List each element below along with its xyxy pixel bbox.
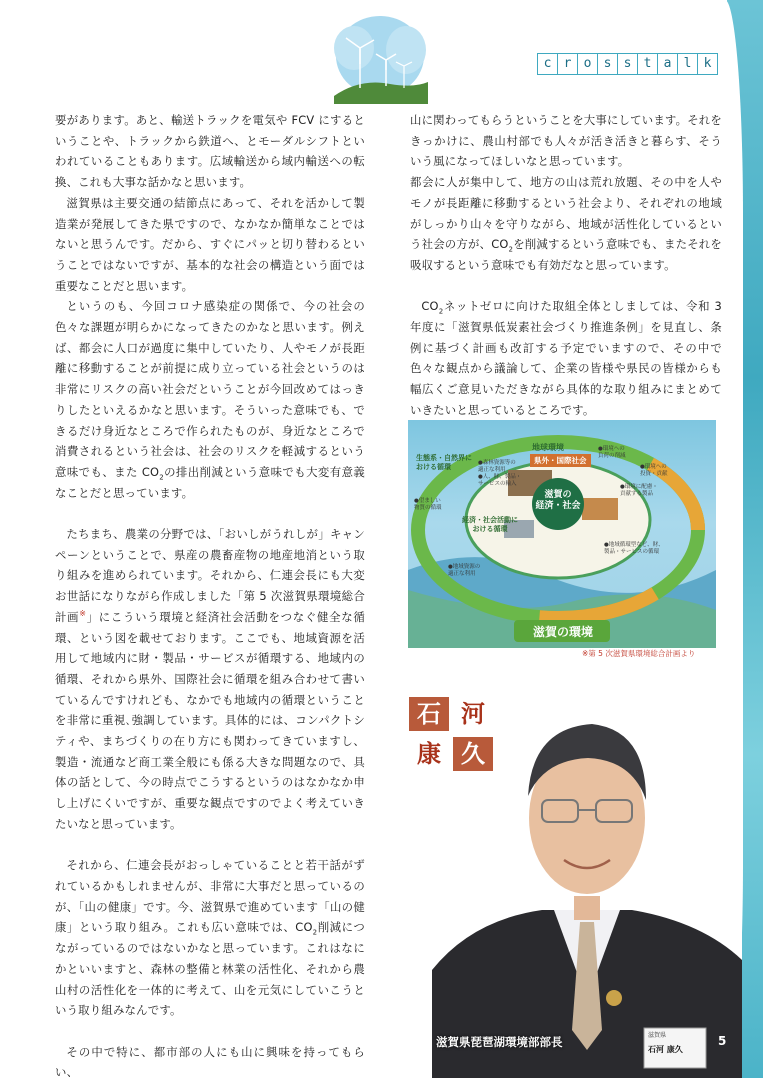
paragraph — [55, 296, 365, 503]
diagram-center-label — [533, 490, 583, 512]
paragraph — [410, 296, 722, 420]
environment-cycle-diagram — [408, 420, 716, 648]
section-letter: t — [638, 54, 658, 74]
note-line: ●環境に配慮・ — [620, 484, 658, 490]
name-char: 石 — [409, 697, 449, 731]
diagram-left-notes — [478, 460, 521, 488]
text-run: の排出削減という意味でも大変有意義なことだと思っています。 — [55, 464, 365, 500]
diagram-left-label — [416, 454, 472, 472]
note-line: ●人、財、製品・ — [478, 474, 522, 480]
diagram-left-notes-3 — [448, 564, 480, 578]
text-run: 削減につながっているのではないかなと思っています。これはなにかといいますと、森林の整備と林業の活性化、それから農山村の活性化を一体的に考えて、山を元気にしていこうという取り組みなんです。 — [55, 920, 365, 1018]
center-label-line: 滋賀の — [544, 490, 572, 500]
note-line: ●環境への — [598, 446, 625, 452]
subscript: 2 — [312, 928, 318, 937]
section-letter: k — [703, 56, 712, 71]
badge-org: 滋賀県 — [648, 1032, 667, 1039]
text-run: それから、仁連会長がおっしゃていることと若干話がずれているかもしれませんが、非常に大事だと思っているのが、「山の健康」です。今、滋賀県で進めています「山の健康」という取り組み。これも広い意味では、CO — [55, 858, 365, 935]
section-letter: o — [578, 54, 598, 74]
diagram-caption: ※第 5 次滋賀県環境総合計画より — [582, 649, 696, 658]
diagram-inner-label — [462, 516, 518, 534]
note-line: ●地域資源の — [448, 564, 481, 570]
section-letter: a — [658, 54, 678, 74]
note-line: ●環境への — [640, 464, 667, 470]
text-run: 」にこういう環境と経済社会活動をつなぐ健全な循環、という図を載せております。ここでも、地域資源を活用して地域内に財・製品・サービスが循環する、地域内の循環、それから県外、国際社会に循環を組み合わせて書いているんですけれども、なかでも地域内の循環ということを非常に重視､強調しています。具体的には、コンパクトシティや、まちづくりの在り方にも関わってきていますし、製造・流通など商工業全般にも係る大きな問題なので、具体の話として、今の時点でこうするというのはなかなか申し上げにくいですが、重要な観点ですのでよく考えていきたいなと思っています。 — [55, 609, 365, 831]
paragraph: 要があります。あと、輸送トラックを電気や FCV にするということや、トラックから鉄道へ、とモーダルシフトといわれていることもあります。広域輸送から域内輸送への転換、これも大事な話かなと思います。 — [55, 113, 365, 190]
paragraph — [410, 172, 722, 276]
paragraph: 滋賀県は主要交通の結節点にあって、それを活かして製造業が発展してきた県ですので、なかなか簡単なことではないと思うんです。だから、すぐにパッと切り替わるということではないですが、基本的な社会の構造という面では重要なことだと思います。 — [55, 195, 365, 293]
note-line: 貢献する製品 — [620, 491, 654, 497]
paragraph — [55, 855, 365, 1021]
person-title: 滋賀県琵琶湖環境部部長 — [436, 1035, 563, 1049]
note-line: 適正な利用 — [478, 467, 506, 473]
left-label-line: おける循環 — [416, 463, 451, 471]
subscript: 2 — [159, 473, 164, 482]
section-label-crosstalk — [537, 53, 718, 75]
left-text-column — [55, 110, 365, 1083]
subscript: 2 — [508, 245, 514, 254]
paragraph: 山に関わってもらうということを大事にしています。それをきっかけに、農山村部でも人々が活き活きと暮らす、そういう風になってほしいなと思っています。 — [410, 113, 722, 169]
section-letter: s — [618, 54, 638, 74]
note-line: 負荷の削減 — [598, 453, 626, 459]
text-run: 都会に人が集中して、地方の山は荒れ放題、その中を人やモノが長距離に移動するという社会より、それぞれの地域がしっかり山々を守りながら、地域が活性化しているという社会の方が、CO — [410, 175, 722, 252]
note-line: 適正な利用 — [448, 571, 476, 577]
diagram-bottom-label: 滋賀の環境 — [532, 625, 593, 639]
center-label-line: 経済・社会 — [535, 501, 581, 511]
text-run: ネットゼロに向けた取組全体としましては、令和 3 年度に「滋賀県低炭素社会づくり推進条例」を見直し、条例に基づく計画も改訂する予定でいますので、その中で色々な観点から議論して、企業の皆様や県民の皆様からも幅広くご意見いただきながら具体的な取り組みにまとめていきたいと思っているところです。 — [410, 299, 722, 417]
wind-turbine-logo — [330, 8, 430, 104]
diagram-right-notes-2 — [640, 464, 668, 478]
diagram-label-ring: 県外・国際社会 — [530, 454, 591, 467]
name-char: 康 — [409, 737, 449, 771]
diagram-label-top: 地球環境 — [532, 443, 564, 452]
paragraph: その中で特に、都市部の人にも山に興味を持ってもらい、 — [55, 1044, 365, 1080]
section-letter: s — [598, 54, 618, 74]
page-number: 5 — [718, 1034, 727, 1048]
diagram-right-notes-3 — [620, 484, 658, 498]
right-text-column — [410, 110, 722, 421]
text-run: というのも、今回コロナ感染症の関係で、今の社会の色々な課題が明らかになってきたのかなと思います。例えば、都会に人口が過度に集中していたり、人やモノが長距離に移動することが前提に成り立っている社会というのは非常にリスクの高い社会だということが今回改めてはっきりしたといえるかなと思います。そういった意味でも、できるだけ身近なところで作られたものが、身近なところで消費されるという社会は、社会のリスクを軽減するという意味でも、また CO — [55, 299, 365, 479]
paragraph — [55, 524, 365, 835]
note-line: 投資・貢献 — [640, 471, 668, 477]
name-char: 河 — [453, 697, 493, 731]
note-line: 物質の循環 — [414, 505, 442, 511]
name-char: 久 — [453, 737, 493, 771]
section-letter: r — [558, 54, 578, 74]
subscript: 2 — [438, 307, 444, 316]
text-run: を削減するという意味でも、またそれを吸収するという意味でも有効だなと思っています。 — [410, 237, 722, 272]
diagram-left-notes-2 — [414, 498, 442, 512]
note-line: ●地域循環型など、財、 — [604, 542, 664, 548]
reference-mark: ※ — [79, 609, 87, 619]
note-line: 製品・サービスの循環 — [604, 549, 660, 555]
text-run: CO — [421, 299, 439, 314]
diagram-right-notes-4 — [604, 542, 664, 556]
badge-name: 石河 康久 — [648, 1045, 683, 1054]
note-line: ●望ましい — [414, 498, 441, 504]
note-line: ●森林資源等の — [478, 460, 516, 466]
section-letter: l — [678, 54, 698, 74]
text-run: たちまち、農業の分野では、「おいしがうれしが」キャンペーンということで、県産の農畜産物の地産地消という取り組みを進められています。それから、仁連会長にも大変お世話になりながら作成しました「第 5 次滋賀県環境総合計画 — [55, 527, 365, 624]
diagram-right-notes — [598, 446, 626, 460]
note-line: サービスの輸入 — [478, 481, 517, 487]
section-letter: c — [538, 54, 558, 74]
left-label-line: 生態系・自然界に — [416, 454, 472, 462]
inner-label-line: おける循環 — [472, 525, 508, 533]
inner-label-line: 経済・社会活動に — [462, 516, 518, 524]
